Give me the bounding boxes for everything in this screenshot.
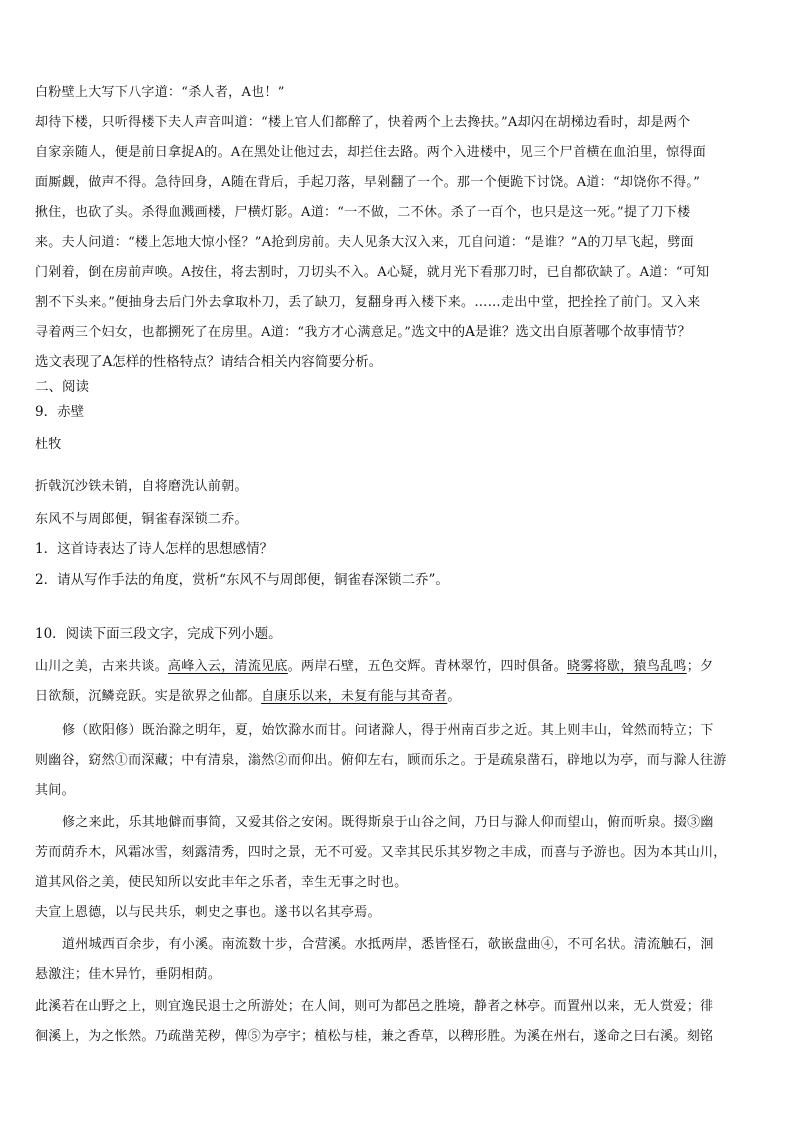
passage-line: 修之来此，乐其地僻而事简，又爱其俗之安闲。既得斯泉于山谷之间，乃日与滁人仰而望山，俯而听泉。掇③幽 <box>62 815 714 830</box>
underlined-sentence: 自康乐以来，未复有能与其奇者 <box>261 689 448 704</box>
passage-line: 揪住，也砍了头。杀得血溅画楼，尸横灯影。A道：“一不做，二不休。杀了一百个，也只是这一死。”提了刀下楼 <box>35 205 691 220</box>
passage-line: 自家亲随人，便是前日拿捉A的。A在黑处让他过去，却拦住去路。两个入进楼中，见三个尸首横在血泊里，惊得面 <box>35 145 707 160</box>
passage-line: 芳而荫乔木，风霜冰雪，刻露清秀，四时之景，无不可爱。又幸其民乐其岁物之丰成，而喜与予游也。因为本其山川， <box>35 845 727 860</box>
passage-line <box>35 683 461 710</box>
passage-line: 徊溪上，为之怅然。乃疏凿芜秽，俾⑤为亭宇；植松与桂，兼之香草，以稗形胜。为溪在州右，遂命之曰右溪。刻铭 <box>35 1029 714 1044</box>
underlined-sentence: 高峰入云，清流见底 <box>168 659 288 674</box>
passage-line-with-question <box>35 319 691 346</box>
passage-line: 道州城西百余步，有小溪。南流数十步，合营溪。水抵两岸，悉皆怪石，欹嵌盘曲④，不可名状。清流触石，洄 <box>62 937 714 952</box>
question-8-text: 选文中的A是谁？选文出自原著哪个故事情节？ <box>411 324 691 340</box>
passage-line: 白粉壁上大写下八字道：“杀人者，A也！” <box>35 85 285 100</box>
underlined-sentence: 晓雾将歇，猿鸟乱鸣 <box>567 659 687 674</box>
passage-line: 悬激注；佳木异竹，垂阴相荫。 <box>35 967 222 982</box>
text-run: 日欲颓，沉鳞竞跃。实是欲界之仙都。 <box>35 689 262 704</box>
passage-line: 夫宣上恩德，以与民共乐，刺史之事也。遂书以名其亭焉。 <box>35 905 381 920</box>
passage-line: 修（欧阳修）既治滁之明年，夏，始饮滁水而甘。问诸滁人，得于州南百步之近。其上则丰山，耸然而特立；下 <box>62 723 714 738</box>
passage-line: 道其风俗之美，使民知所以安此丰年之乐者，幸生无事之时也。 <box>35 875 408 890</box>
poem-line: 折戟沉沙铁未销，自将磨洗认前朝。 <box>35 479 248 494</box>
question-10-title: 10．阅读下面三段文字，完成下列小题。 <box>35 626 282 642</box>
passage-line: 门剁着，倒在房前声唤。A按住，将去割时，刀切头不入。A心疑，就月光下看那刀时，已自都砍缺了。A道：“可知 <box>35 265 710 280</box>
text-run: 。两岸石壁，五色交辉。青林翠竹，四时俱备。 <box>287 659 568 674</box>
poem-line: 东风不与周郎便，铜雀春深锁二乔。 <box>35 512 248 527</box>
text-run: ；夕 <box>686 659 714 674</box>
passage-line: 其间。 <box>35 783 75 798</box>
passage-line: 来。夫人问道：“楼上怎地大惊小怪？”A抢到房前。夫人见条大汉入来，兀自问道：“是谁？”A的刀早飞起，劈面 <box>35 235 694 250</box>
sub-question: 1．这首诗表达了诗人怎样的思想感情？ <box>35 541 274 557</box>
poem-author: 杜牧 <box>35 437 62 452</box>
passage-line: 面厮觑，做声不得。急待回身，A随在背后，手起刀落，早剁翻了一个。那一个便跪下讨饶。A道：“却饶你不得。” <box>35 175 701 190</box>
passage-line: 此溪若在山野之上，则宜逸民退士之所游处；在人间，则可为都邑之胜境，静者之林亭。而置州以来，无人赏爱；徘 <box>35 999 714 1014</box>
sub-question: 2．请从写作手法的角度，赏析“东风不与周郎便，铜雀春深锁二乔”。 <box>35 572 449 588</box>
section-heading: 二、阅读 <box>35 379 89 395</box>
passage-line: 却待下楼，只听得楼下夫人声音叫道：“楼上官人们都醉了，快着两个上去搀扶。”A却闪在胡梯边看时，却是两个 <box>35 115 691 130</box>
passage-line <box>35 653 713 680</box>
question-8-text-2: 选文表现了A怎样的性格特点？请结合相关内容简要分析。 <box>35 354 383 370</box>
text-run: 。 <box>447 689 461 704</box>
passage-line: 割不下头来。”便抽身去后门外去拿取朴刀，丢了缺刀，复翻身再入楼下来。……走出中堂，把拴拴了前门。又入来 <box>35 295 701 310</box>
text-run: 山川之美，古来共谈。 <box>35 659 169 674</box>
passage-line: 则幽谷，窈然①而深藏；中有清泉，滃然②而仰出。俯仰左右，顾而乐之。于是疏泉凿石，辟地以为亭，而与滁人往游 <box>35 753 727 768</box>
question-9-title: 9．赤壁 <box>35 404 85 420</box>
passage-text: 寻着两三个妇女，也都搠死了在房里。A道：“我方才心满意足。” <box>35 325 412 340</box>
